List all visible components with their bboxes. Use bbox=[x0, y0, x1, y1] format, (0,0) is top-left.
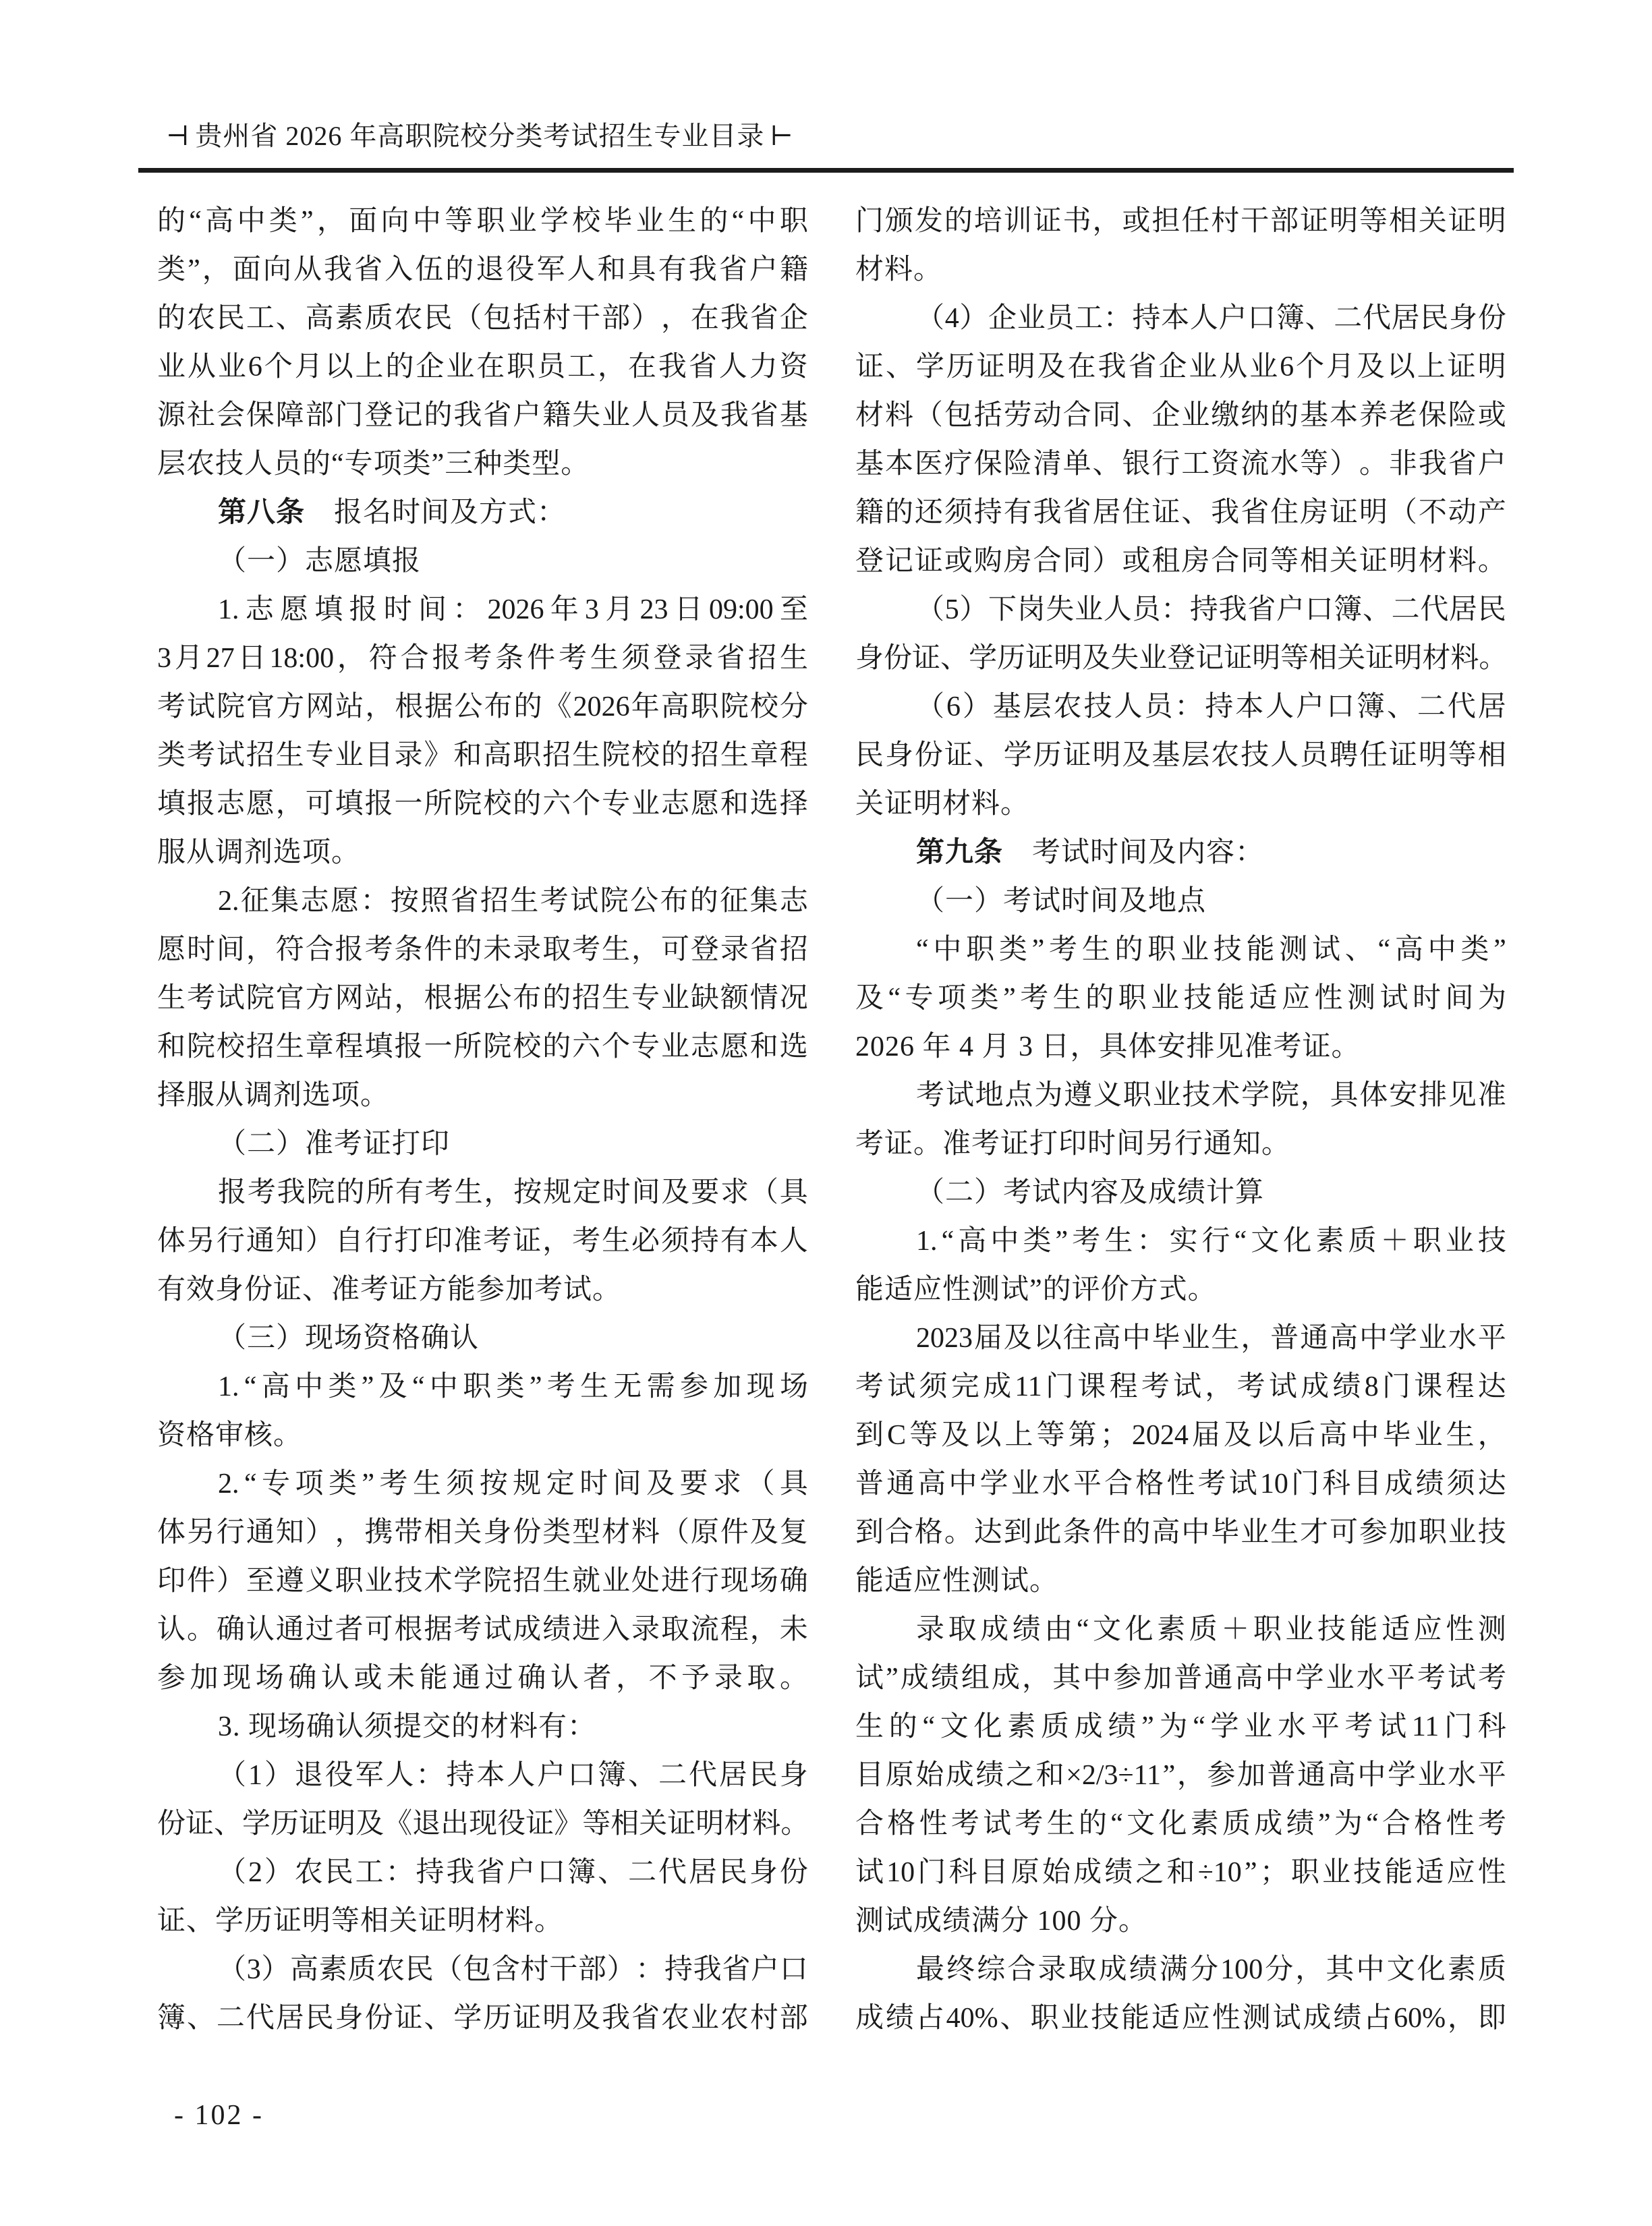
text-line: 试 ” 成 绩 组 成 ， 其 中 参 加 普 通 高 中 学 业 水 平 考 试 考 bbox=[855, 1663, 1506, 1694]
text-line: 和 院 校 招 生 章 程 填 报 一 所 院 校 的 六 个 专 业 志 愿 和 选 bbox=[157, 1031, 808, 1062]
text-line: 认 。 确 认 通 过 者 可 根 据 考 试 成 绩 进 入 录 取 流 程 ， 未 bbox=[157, 1614, 808, 1645]
text-line: 能适应性测试。 bbox=[855, 1566, 1059, 1597]
text-line: 到 C 等 及 以 上 等 第 ； 2024 届 及 以 后 高 中 毕 业 生 ， bbox=[855, 1420, 1506, 1451]
text-line: 有效身份证、准考证方能参加考试。 bbox=[157, 1274, 622, 1305]
header-left-tack-icon: ⊣ bbox=[166, 121, 190, 151]
text-line: 2023 届 及 以 往 高 中 毕 业 生 ， 普 通 高 中 学 业 水 平 bbox=[916, 1323, 1506, 1354]
page-header bbox=[161, 119, 799, 154]
text-line: 材 料 （ 包 括 劳 动 合 同 、 企 业 缴 纳 的 基 本 养 老 保 险 或 bbox=[855, 400, 1506, 431]
text-line: 层农技人员的“专项类”三种类型。 bbox=[157, 449, 590, 480]
text-line: 的 “ 高 中 类 ” ， 面 向 中 等 职 业 学 校 毕 业 生 的 “ 中 职 bbox=[157, 206, 808, 237]
left-column bbox=[157, 197, 808, 2043]
text-line: 到 合 格 。 达 到 此 条 件 的 高 中 毕 业 生 才 可 参 加 职 业 技 bbox=[855, 1517, 1506, 1548]
text-line: 证、学历证明等相关证明材料。 bbox=[157, 1906, 564, 1937]
text-line: “ 中 职 类 ” 考 生 的 职 业 技 能 测 试 、 “ 高 中 类 ” bbox=[916, 934, 1506, 965]
text-line: （ 5 ） 下 岗 失 业 人 员 ： 持 我 省 户 口 簿 、 二 代 居 民 bbox=[916, 594, 1506, 625]
text-line: 第九条 考试时间及内容： bbox=[916, 837, 1265, 868]
text-line: 成 绩 占 40% 、 职 业 技 能 适 应 性 测 试 成 绩 占 60% ， 即 bbox=[855, 2003, 1506, 2034]
text-line: 择服从调剂选项。 bbox=[157, 1080, 390, 1111]
text-line: 2026 年 4 月 3 日，具体安排见准考证。 bbox=[855, 1031, 1361, 1062]
text-line: 3. 现场确认须提交的材料有： bbox=[218, 1711, 597, 1742]
text-line: （ 6 ） 基 层 农 技 人 员 ： 持 本 人 户 口 簿 、 二 代 居 bbox=[916, 691, 1506, 722]
text-line: 源 社 会 保 障 部 门 登 记 的 我 省 户 籍 失 业 人 员 及 我 省 基 bbox=[157, 400, 808, 431]
text-line: 证 、 学 历 证 明 及 在 我 省 企 业 从 业 6 个 月 及 以 上 证 明 bbox=[855, 351, 1506, 382]
text-line: （二）考试内容及成绩计算 bbox=[916, 1177, 1265, 1208]
text-line: 籍 的 还 须 持 有 我 省 居 住 证 、 我 省 住 房 证 明 （ 不 动 产 bbox=[855, 497, 1506, 528]
text-line: 类 考 试 招 生 专 业 目 录 》 和 高 职 招 生 院 校 的 招 生 章 程 bbox=[157, 740, 808, 771]
text-line: 普 通 高 中 学 业 水 平 合 格 性 考 试 10 门 科 目 成 绩 须 达 bbox=[855, 1468, 1506, 1500]
section-heading-bold: 第八条 bbox=[218, 497, 306, 528]
text-line: 能适应性测试”的评价方式。 bbox=[855, 1274, 1217, 1305]
section-heading-bold: 第九条 bbox=[916, 837, 1004, 868]
text-line: （ 1 ） 退 役 军 人 ： 持 本 人 户 口 簿 、 二 代 居 民 身 bbox=[218, 1760, 808, 1791]
text-line: 报 考 我 院 的 所 有 考 生 ， 按 规 定 时 间 及 要 求 （ 具 bbox=[218, 1177, 808, 1208]
text-line: 生 考 试 院 官 方 网 站 ， 根 据 公 布 的 招 生 专 业 缺 额 情 况 bbox=[157, 983, 808, 1014]
text-line: （一）考试时间及地点 bbox=[916, 886, 1207, 917]
text-line: 份 证 、 学 历 证 明 及 《 退 出 现 役 证 》 等 相 关 证 明 材 料 。 bbox=[157, 1808, 809, 1839]
text-line: 2. “ 专 项 类 ” 考 生 须 按 规 定 时 间 及 要 求 （ 具 bbox=[218, 1468, 808, 1500]
text-line: 类 ” ， 面 向 从 我 省 入 伍 的 退 役 军 人 和 具 有 我 省 户 籍 bbox=[157, 254, 808, 285]
text-line: （一）志愿填报 bbox=[218, 546, 422, 577]
text-line: 资格审核。 bbox=[157, 1420, 303, 1451]
header-right-tack-icon: ⊢ bbox=[770, 121, 794, 151]
text-line: 第八条 报名时间及方式： bbox=[218, 497, 567, 528]
text-line: （ 2 ） 农 民 工 ： 持 我 省 户 口 簿 、 二 代 居 民 身 份 bbox=[218, 1857, 808, 1888]
text-line: 的 农 民 工 、 高 素 质 农 民 （ 包 括 村 干 部 ） ， 在 我 省 企 bbox=[157, 303, 808, 334]
text-line: 及 “ 专 项 类 ” 考 生 的 职 业 技 能 适 应 性 测 试 时 间 为 bbox=[855, 983, 1506, 1014]
text-line: 身 份 证 、 学 历 证 明 及 失 业 登 记 证 明 等 相 关 证 明 材 料 。 bbox=[855, 643, 1508, 674]
page-header-title: 贵州省 2026 年高职院校分类考试招生专业目录 bbox=[195, 121, 765, 151]
text-line: 3 月 27 日 18:00 ， 符 合 报 考 条 件 考 生 须 登 录 省 招 生 bbox=[157, 643, 808, 674]
text-line: 体 另 行 通 知 ） 自 行 打 印 准 考 证 ， 考 生 必 须 持 有 本 人 bbox=[157, 1226, 808, 1257]
page-number: - 102 - bbox=[174, 2100, 264, 2131]
text-line: 2. 征 集 志 愿 ： 按 照 省 招 生 考 试 院 公 布 的 征 集 志 bbox=[218, 886, 808, 917]
text-line: 基 本 医 疗 保 险 清 单 、 银 行 工 资 流 水 等 ） 。 非 我 省 户 bbox=[855, 449, 1506, 480]
right-column bbox=[855, 197, 1506, 2043]
text-line: （三）现场资格确认 bbox=[218, 1323, 480, 1354]
text-line: 业 从 业 6 个 月 以 上 的 企 业 在 职 员 工 ， 在 我 省 人 力 资 bbox=[157, 351, 808, 382]
text-line: 最 终 综 合 录 取 成 绩 满 分 100 分 ， 其 中 文 化 素 质 bbox=[916, 1954, 1506, 1985]
text-line: 民 身 份 证 、 学 历 证 明 及 基 层 农 技 人 员 聘 任 证 明 等 相 bbox=[855, 740, 1506, 771]
text-line: （二）准考证打印 bbox=[218, 1129, 451, 1160]
text-line: 测试成绩满分 100 分。 bbox=[855, 1906, 1148, 1937]
page-content bbox=[157, 197, 1506, 2043]
text-line: 试 10 门 科 目 原 始 成 绩 之 和 ÷10 ” ； 职 业 技 能 适 应 性 bbox=[855, 1857, 1506, 1888]
text-line: 目 原 始 成 绩 之 和 ×2/3÷11 ” ， 参 加 普 通 高 中 学 业 水 平 bbox=[855, 1760, 1506, 1791]
text-line: （ 3 ） 高 素 质 农 民 （ 包 含 村 干 部 ） ： 持 我 省 户 口 bbox=[218, 1954, 808, 1985]
text-line: 登 记 证 或 购 房 合 同 ） 或 租 房 合 同 等 相 关 证 明 材 料 。 bbox=[855, 546, 1506, 577]
text-line: 生 的 “ 文 化 素 质 成 绩 ” 为 “ 学 业 水 平 考 试 11 门 科 bbox=[855, 1711, 1506, 1742]
text-line: 愿 时 间 ， 符 合 报 考 条 件 的 未 录 取 考 生 ， 可 登 录 省 招 bbox=[157, 934, 808, 965]
text-line: 簿 、 二 代 居 民 身 份 证 、 学 历 证 明 及 我 省 农 业 农 村 部 bbox=[157, 2003, 808, 2034]
text-line: 材料。 bbox=[855, 254, 943, 285]
text-line: 门 颁 发 的 培 训 证 书 ， 或 担 任 村 干 部 证 明 等 相 关 证 明 bbox=[855, 206, 1506, 237]
text-line: 1. “ 高 中 类 ” 及 “ 中 职 类 ” 考 生 无 需 参 加 现 场 bbox=[218, 1371, 808, 1402]
text-line: 录 取 成 绩 由 “ 文 化 素 质 ＋ 职 业 技 能 适 应 性 测 bbox=[916, 1614, 1506, 1645]
header-rule bbox=[138, 168, 1514, 173]
text-line: 参 加 现 场 确 认 或 未 能 通 过 确 认 者 ， 不 予 录 取 。 bbox=[157, 1663, 808, 1694]
text-line: 考 试 院 官 方 网 站 ， 根 据 公 布 的 《 2026 年 高 职 院 校 分 bbox=[157, 691, 808, 722]
text-line: 填 报 志 愿 ， 可 填 报 一 所 院 校 的 六 个 专 业 志 愿 和 选 择 bbox=[157, 789, 808, 820]
text-line: 关证明材料。 bbox=[855, 789, 1030, 820]
text-line: 合 格 性 考 试 考 生 的 “ 文 化 素 质 成 绩 ” 为 “ 合 格 性 考 bbox=[855, 1808, 1506, 1839]
text-line: （ 4 ） 企 业 员 工 ： 持 本 人 户 口 簿 、 二 代 居 民 身 份 bbox=[916, 303, 1506, 334]
text-line: 体 另 行 通 知 ） ， 携 带 相 关 身 份 类 型 材 料 （ 原 件 及 复 bbox=[157, 1517, 808, 1548]
text-line: 考证。准考证打印时间另行通知。 bbox=[855, 1129, 1291, 1160]
text-line: 服从调剂选项。 bbox=[157, 837, 361, 868]
text-line: 1. 志 愿 填 报 时 间 ： 2026 年 3 月 23 日 09:00 至 bbox=[218, 594, 808, 625]
text-line: 印 件 ） 至 遵 义 职 业 技 术 学 院 招 生 就 业 处 进 行 现 场 确 bbox=[157, 1566, 808, 1597]
text-line: 考 试 地 点 为 遵 义 职 业 技 术 学 院 ， 具 体 安 排 见 准 bbox=[916, 1080, 1506, 1111]
text-line: 1. “ 高 中 类 ” 考 生 ： 实 行 “ 文 化 素 质 ＋ 职 业 技 bbox=[916, 1226, 1506, 1257]
text-line: 考 试 须 完 成 11 门 课 程 考 试 ， 考 试 成 绩 8 门 课 程 达 bbox=[855, 1371, 1506, 1402]
